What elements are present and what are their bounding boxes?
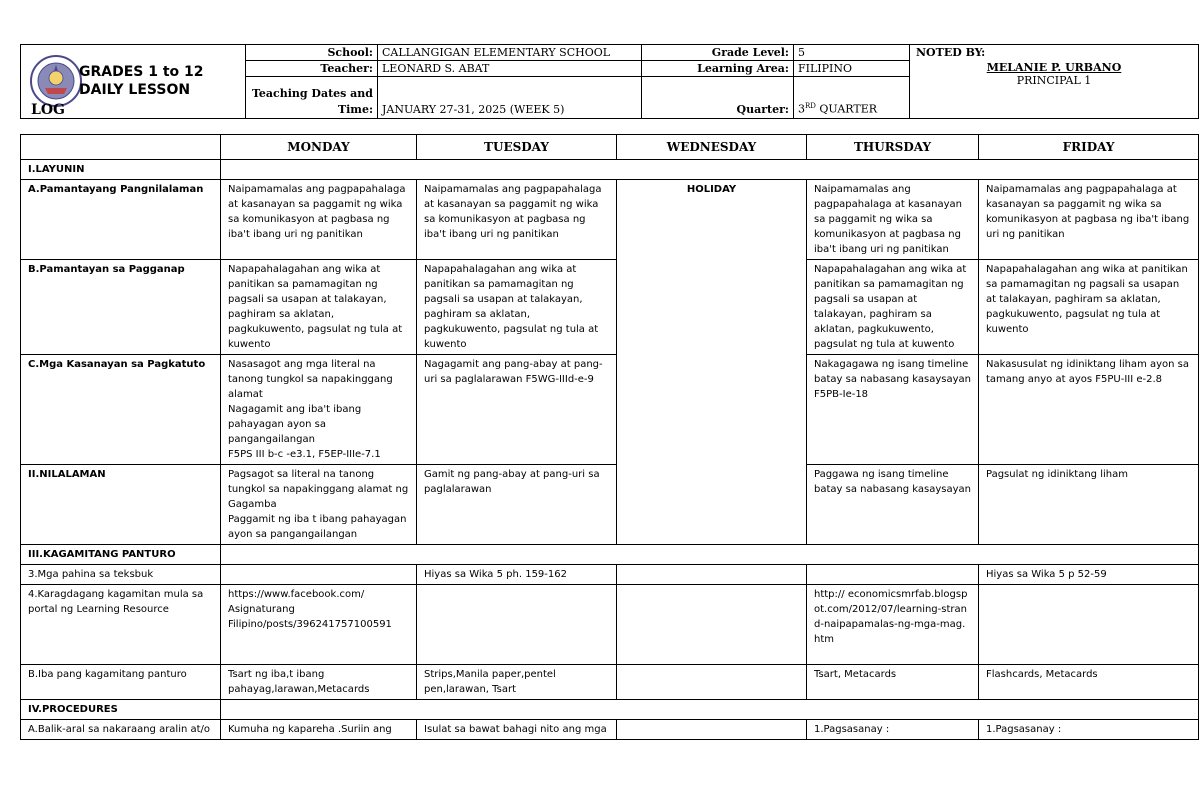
- quarter-label: Quarter:: [642, 77, 794, 119]
- table-row: [21, 545, 1199, 565]
- kasanayan-tue: Nagagamit ang pang-abay at pang-uri sa paglalarawan F5WG-IIId-e-9: [417, 355, 617, 465]
- day-thursday: THURSDAY: [807, 135, 979, 160]
- pamantayang-thu: Naipamamalas ang pagpapahalaga at kasanayan sa paggamit ng wika sa komunikasyon at pagbasa ng iba't ibang uri ng panitikan: [807, 180, 979, 260]
- section-procedures: IV.PROCEDURES: [21, 700, 221, 720]
- deped-seal-icon: [29, 54, 83, 108]
- noted-cell: [910, 45, 1199, 119]
- karagdagang-fri: [979, 585, 1199, 665]
- karagdagang-wed: [617, 585, 807, 665]
- table-row: [21, 585, 1199, 665]
- school-value: CALLANGIGAN ELEMENTARY SCHOOL: [378, 45, 642, 61]
- nilalaman-fri: Pagsulat ng idiniktang liham: [979, 465, 1199, 545]
- kasanayan-mon-3: F5PS III b-c -e3.1, F5EP-IIIe-7.1: [228, 449, 381, 460]
- quarter-num: 3: [798, 103, 805, 116]
- area-label: Learning Area:: [642, 61, 794, 77]
- header-block: [20, 44, 1198, 118]
- section-layunin: I.LAYUNIN: [21, 160, 221, 180]
- dll-title-line3: LOG: [31, 102, 65, 118]
- kasanayan-mon-2: Nagagamit ang iba't ibang pahayagan ayon sa pangangailangan: [228, 404, 362, 445]
- iba-pang-tue: Strips,Manila paper,pentel pen,larawan, Tsart: [417, 665, 617, 700]
- karagdagang-mon-3: Filipino/posts/396241757100591: [228, 619, 392, 630]
- day-friday: FRIDAY: [979, 135, 1199, 160]
- karagdagang-mon: [221, 585, 417, 665]
- dll-title-line2: DAILY LESSON: [79, 82, 191, 98]
- teacher-value: LEONARD S. ABAT: [378, 61, 642, 77]
- row-label-kasanayan: C.Mga Kasanayan sa Pagkatuto: [21, 355, 221, 465]
- nilalaman-mon-2: Paggamit ng iba t ibang pahayagan ayon sa pangangailangan: [228, 514, 407, 540]
- iba-pang-thu: Tsart, Metacards: [807, 665, 979, 700]
- nilalaman-mon-1: Pagsagot sa literal na tanong tungkol sa napakinggang alamat ng Gagamba: [228, 469, 409, 510]
- row-label-iba-pang: B.Iba pang kagamitang panturo: [21, 665, 221, 700]
- row-label-karagdagang: 4.Karagdagang kagamitan mula sa portal ng Learning Resource: [21, 585, 221, 665]
- paganap-mon: Napapahalagahan ang wika at panitikan sa pamamagitan ng pagsali sa usapan at talakayan, paghiram sa aklatan, pagkukuwento, pagsulat ng tula at kuwento: [221, 260, 417, 355]
- section-kagamitan: III.KAGAMITANG PANTURO: [21, 545, 221, 565]
- quarter-value: [794, 77, 910, 119]
- table-row: [21, 260, 1199, 355]
- table-row: [21, 160, 1199, 180]
- noted-title: PRINCIPAL 1: [1016, 74, 1092, 87]
- kasanayan-thu: Nakagagawa ng isang timeline batay sa nabasang kasaysayan F5PB-Ie-18: [807, 355, 979, 465]
- quarter-rest: QUARTER: [815, 103, 878, 116]
- lesson-table: [20, 134, 1198, 740]
- row-label-paganap: B.Pamantayan sa Pagganap: [21, 260, 221, 355]
- noted-label: NOTED BY:: [916, 46, 986, 59]
- row-label-balik-aral: A.Balik-aral sa nakaraang aralin at/o: [21, 720, 221, 740]
- balik-aral-mon: Kumuha ng kapareha .Suriin ang: [221, 720, 417, 740]
- table-row: [21, 180, 1199, 260]
- grade-value: 5: [794, 45, 910, 61]
- dates-label-line1: Teaching Dates and: [251, 87, 373, 100]
- teksbuk-mon: [221, 565, 417, 585]
- teksbuk-fri: Hiyas sa Wika 5 p 52-59: [979, 565, 1199, 585]
- nilalaman-tue: Gamit ng pang-abay at pang-uri sa paglalarawan: [417, 465, 617, 545]
- pamantayang-mon: Naipamamalas ang pagpapahalaga at kasanayan sa paggamit ng wika sa komunikasyon at pagbasa ng iba't ibang uri ng panitikan: [221, 180, 417, 260]
- grade-label: Grade Level:: [642, 45, 794, 61]
- balik-aral-tue: Isulat sa bawat bahagi nito ang mga: [417, 720, 617, 740]
- dates-label-line2: Time:: [337, 103, 373, 116]
- noted-name: MELANIE P. URBANO: [986, 61, 1122, 74]
- iba-pang-mon: Tsart ng iba,t ibang pahayag,larawan,Metacards: [221, 665, 417, 700]
- row-label-nilalaman: II.NILALAMAN: [21, 465, 221, 545]
- pamantayang-fri: Naipamamalas ang pagpapahalaga at kasanayan sa paggamit ng wika sa komunikasyon at pagbasa ng iba't ibang uri ng panitikan: [979, 180, 1199, 260]
- empty-cell: [221, 545, 1199, 565]
- nilalaman-mon: [221, 465, 417, 545]
- dates-label: [246, 77, 378, 119]
- table-row: [21, 565, 1199, 585]
- teksbuk-thu: [807, 565, 979, 585]
- corner-cell: [21, 135, 221, 160]
- table-row: [21, 355, 1199, 465]
- table-row: [21, 720, 1199, 740]
- paganap-thu: Napapahalagahan ang wika at panitikan sa pamamagitan ng pagsali sa usapan at talakayan, paghiram sa aklatan, pagkukuwento, pagsulat ng tula at kuwento: [807, 260, 979, 355]
- row-label-teksbuk: 3.Mga pahina sa teksbuk: [21, 565, 221, 585]
- school-label: School:: [246, 45, 378, 61]
- balik-aral-wed: [617, 720, 807, 740]
- karagdagang-mon-1: https://www.facebook.com/: [228, 589, 365, 600]
- table-row: [21, 665, 1199, 700]
- pamantayang-tue: Naipamamalas ang pagpapahalaga at kasanayan sa paggamit ng wika sa komunikasyon at pagbasa ng iba't ibang uri ng panitikan: [417, 180, 617, 260]
- karagdagang-thu: http:// economicsmrfab.blogspot.com/2012/07/learning-strand-naipapamalas-ng-mga-mag.htm: [807, 585, 979, 665]
- quarter-sup: RD: [805, 102, 816, 111]
- dll-title-line1: GRADES 1 to 12: [79, 64, 204, 80]
- day-monday: MONDAY: [221, 135, 417, 160]
- iba-pang-wed: [617, 665, 807, 700]
- kasanayan-fri: Nakasusulat ng idiniktang liham ayon sa tamang anyo at ayos F5PU-III e-2.8: [979, 355, 1199, 465]
- logo-title-cell: [21, 45, 246, 119]
- nilalaman-thu: Paggawa ng isang timeline batay sa nabasang kasaysayan: [807, 465, 979, 545]
- teksbuk-tue: Hiyas sa Wika 5 ph. 159-162: [417, 565, 617, 585]
- paganap-tue: Napapahalagahan ang wika at panitikan sa pamamagitan ng pagsali sa usapan at talakayan, paghiram sa aklatan, pagkukuwento, pagsulat ng tula at kuwento: [417, 260, 617, 355]
- table-row: [21, 700, 1199, 720]
- day-header-row: [21, 135, 1199, 160]
- balik-aral-thu: 1.Pagsasanay :: [807, 720, 979, 740]
- area-value: FILIPINO: [794, 61, 910, 77]
- karagdagang-tue: [417, 585, 617, 665]
- teksbuk-wed: [617, 565, 807, 585]
- kasanayan-mon-1: Nasasagot ang mga literal na tanong tungkol sa napakinggang alamat: [228, 359, 393, 400]
- row-label-pamantayang: A.Pamantayang Pangnilalaman: [21, 180, 221, 260]
- day-wednesday: WEDNESDAY: [617, 135, 807, 160]
- holiday-label: HOLIDAY: [617, 180, 807, 545]
- paganap-fri: Napapahalagahan ang wika at panitikan sa pamamagitan ng pagsali sa usapan at talakayan, paghiram sa aklatan, pagkukuwento, pagsulat ng tula at kuwento: [979, 260, 1199, 355]
- empty-cell: [221, 700, 1199, 720]
- empty-cell: [221, 160, 1199, 180]
- teacher-label: Teacher:: [246, 61, 378, 77]
- iba-pang-fri: Flashcards, Metacards: [979, 665, 1199, 700]
- balik-aral-fri: 1.Pagsasanay :: [979, 720, 1199, 740]
- day-tuesday: TUESDAY: [417, 135, 617, 160]
- dates-value: JANUARY 27-31, 2025 (WEEK 5): [378, 77, 642, 119]
- kasanayan-mon: [221, 355, 417, 465]
- table-row: [21, 465, 1199, 545]
- karagdagang-mon-2: Asignaturang: [228, 604, 295, 615]
